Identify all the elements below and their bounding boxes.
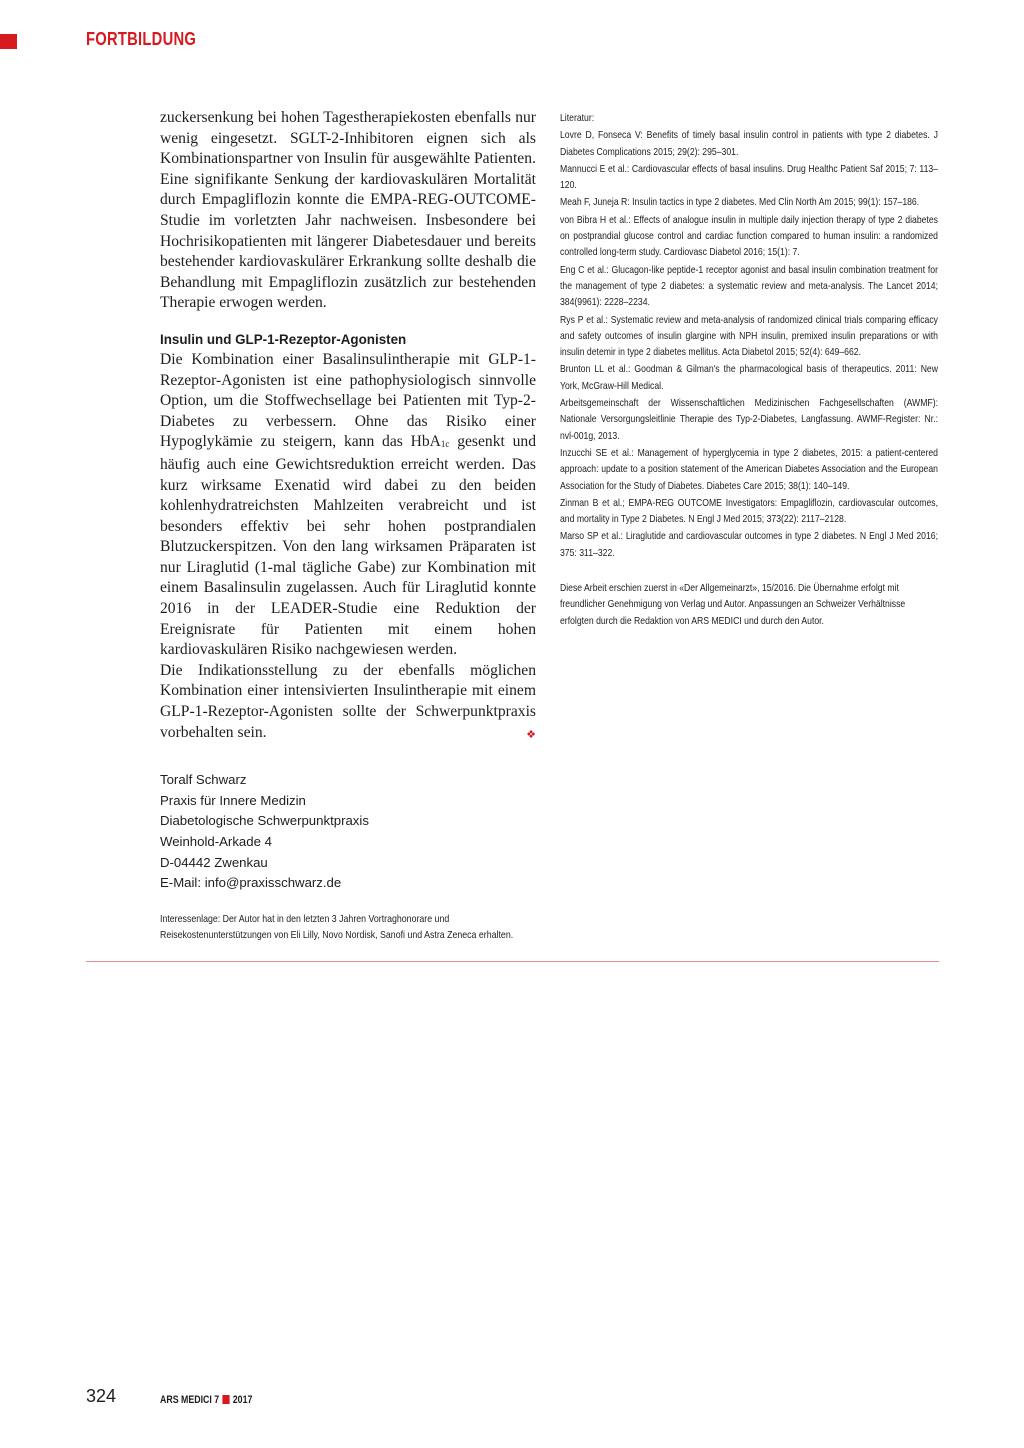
end-of-article-icon: ❖ bbox=[526, 728, 536, 741]
reference-item: Zinman B et al.; EMPA-REG OUTCOME Investigators: Empagliflozin, cardiovascular outcomes, and mortality in Type 2 Diabetes. N Engl J Med 2015; 373(22): 2117–2128. bbox=[560, 497, 938, 526]
address-line: Weinhold-Arkade 4 bbox=[160, 834, 272, 849]
reference-item: von Bibra H et al.: Effects of analogue insulin in multiple daily injection therapy of type 2 diabetes on postprandial glucose control and cardiac function compared to human insulin: a randomized controlled long-term study. Cardiovasc Diabetol 2016; 15(1): 7. bbox=[560, 214, 938, 259]
paragraph-text: gesenkt und häufig auch eine Gewichtsreduktion erreicht werden. Das kurz wirksame Exenatid wird dabei zu den beiden kohlenhydratreichsten Mahlzeiten verabreicht und ist besonders effektiv bei sehr hohen postprandialen Blutzuckerspitzen. Von den lang wirksamen Präparaten ist nur Liraglutid (1-mal tägliche Gabe) zur Kombination mit einem Basalinsulin zugelassen. Auch für Liraglutid konnte 2016 in der LEADER-Studie eine Reduktion der Ereignisrate für Patienten mit einem hohen kardiovaskulären Risiko nachgewiesen werden. bbox=[160, 433, 536, 659]
divider-rule bbox=[86, 961, 939, 962]
author-address bbox=[160, 770, 536, 894]
email-line: E-Mail: info@praxisschwarz.de bbox=[160, 875, 342, 891]
address-line: D-04442 Zwenkau bbox=[160, 854, 268, 870]
body-paragraph: Eine signifikante Senkung der kardiovaskulären Mortalität durch Empagliflozin konnte die EMPA-REG-OUTCOME-Studie im vorletzten Jahr nachweisen. Insbesondere bei Hochrisikopatienten mit längerer Diabetesdauer und bereits bestehender kardiovaskulärer Erkrankung sollte deshalb die Behandlung mit Empagliflozin zusätzlich zur bestehenden Therapie erwogen werden. bbox=[160, 170, 536, 312]
subheading: Insulin und GLP-1-Rezeptor-Agonisten bbox=[160, 331, 407, 347]
reference-item: Rys P et al.: Systematic review and meta-analysis of randomized clinical trials comparing efficacy and safety outcomes of insulin glargine with NPH insulin, premixed insulin preparations or with insulin detemir in type 2 diabetes mellitus. Acta Diabetol 2015; 52(4): 649–662. bbox=[560, 314, 938, 359]
body-paragraph: zuckersenkung bei hohen Tagestherapiekosten ebenfalls nur wenig eingesetzt. SGLT-2-Inhibitoren eignen sich als Kombinationspartner von Insulin für ausgewählte Patienten. bbox=[160, 109, 536, 168]
reference-item: Arbeitsgemeinschaft der Wissenschaftlichen Medizinischen Fachgesellschaften (AWMF): Nationale Versorgungsleitlinie Therapie des Typ-2-Diabetes, Langfassung. AWMF-Register: Nr.: nvl-001g, 2013. bbox=[560, 398, 938, 442]
journal-footer bbox=[160, 1394, 252, 1406]
paragraph-text: Die Kombination einer Basalinsulintherapie mit GLP-1-Rezeptor-Agonisten ist eine pathophysiologisch sinnvolle Option, um die Stoffwechsellage bei Patienten mit Typ-2-Diabetes zu verbessern. Ohne das Risiko einer Hypoglykämie zu steigern, kann das HbA bbox=[160, 350, 536, 451]
reference-item: Inzucchi SE et al.: Management of hyperglycemia in type 2 diabetes, 2015: a patient-centered approach: update to a position statement of the American Diabetes Association and the European Association for the Study of Diabetes. Diabetes Care 2015; 38(1): 140–149. bbox=[560, 447, 938, 492]
reference-item: Meah F, Juneja R: Insulin tactics in type 2 diabetes. Med Clin North Am 2015; 99(1): 157–186. bbox=[560, 197, 920, 209]
reference-item: Mannucci E et al.: Cardiovascular effects of basal insulins. Drug Healthc Patient Saf 2015; 7: 113–120. bbox=[560, 163, 938, 192]
paragraph-text: Die Indikationsstellung zu der ebenfalls möglichen Kombination einer intensivierten Insulintherapie mit einem GLP-1-Rezeptor-Agonisten sollte der Schwerpunktpraxis vorbehalten sein. bbox=[160, 661, 536, 741]
journal-name: ARS MEDICI 7 bbox=[160, 1394, 220, 1406]
journal-year: 2017 bbox=[232, 1394, 253, 1406]
section-label: FORTBILDUNG bbox=[86, 29, 197, 49]
body-paragraph-glp bbox=[160, 350, 536, 661]
reference-item: Lovre D, Fonseca V: Benefits of timely basal insulin control in patients with type 2 diabetes. J Diabetes Complications 2015; 29(2): 295–301. bbox=[560, 130, 938, 158]
address-line: Diabetologische Schwerpunktpraxis bbox=[160, 813, 369, 829]
page-number: 324 bbox=[86, 1386, 117, 1406]
subscript: 1c bbox=[440, 439, 450, 450]
publication-note: Diese Arbeit erschien zuerst in «Der Allgemeinarzt», 15/2016. Die Übernahme erfolgt mit freundlicher Genehmigung von Verlag und Autor. Anpassungen an Schweizer Verhältnisse erfolgten durch die Redaktion von ARS MEDICI und durch den Autor. bbox=[560, 583, 906, 627]
body-paragraph bbox=[160, 661, 536, 743]
author-name: Toralf Schwarz bbox=[160, 772, 247, 788]
reference-item: Marso SP et al.: Liraglutide and cardiovascular outcomes in type 2 diabetes. N Engl J Med 2016; 375: 311–322. bbox=[560, 531, 938, 559]
conflict-of-interest: Interessenlage: Der Autor hat in den letzten 3 Jahren Vortraghonorare und Reisekostenunterstützungen von Eli Lilly, Novo Nordisk, Sanofi und Astra Zeneca erhalten. bbox=[160, 913, 514, 941]
literature-label: Literatur: bbox=[560, 113, 595, 124]
references-column bbox=[560, 111, 938, 630]
section-marker bbox=[0, 34, 17, 49]
main-text-column bbox=[160, 108, 536, 944]
reference-item: Eng C et al.: Glucagon-like peptide-1 receptor agonist and basal insulin combination treatment for the management of type 2 diabetes: a systematic review and meta-analysis. The Lancet 2014; 384(9961): 2228–2234. bbox=[560, 264, 938, 309]
address-line: Praxis für Innere Medizin bbox=[160, 792, 306, 808]
reference-item: Brunton LL et al.: Goodman & Gilman's the pharmacological basis of therapeutics. 2011: New York, McGraw-Hill Medical. bbox=[560, 364, 938, 392]
footer-square-icon bbox=[222, 1395, 229, 1404]
